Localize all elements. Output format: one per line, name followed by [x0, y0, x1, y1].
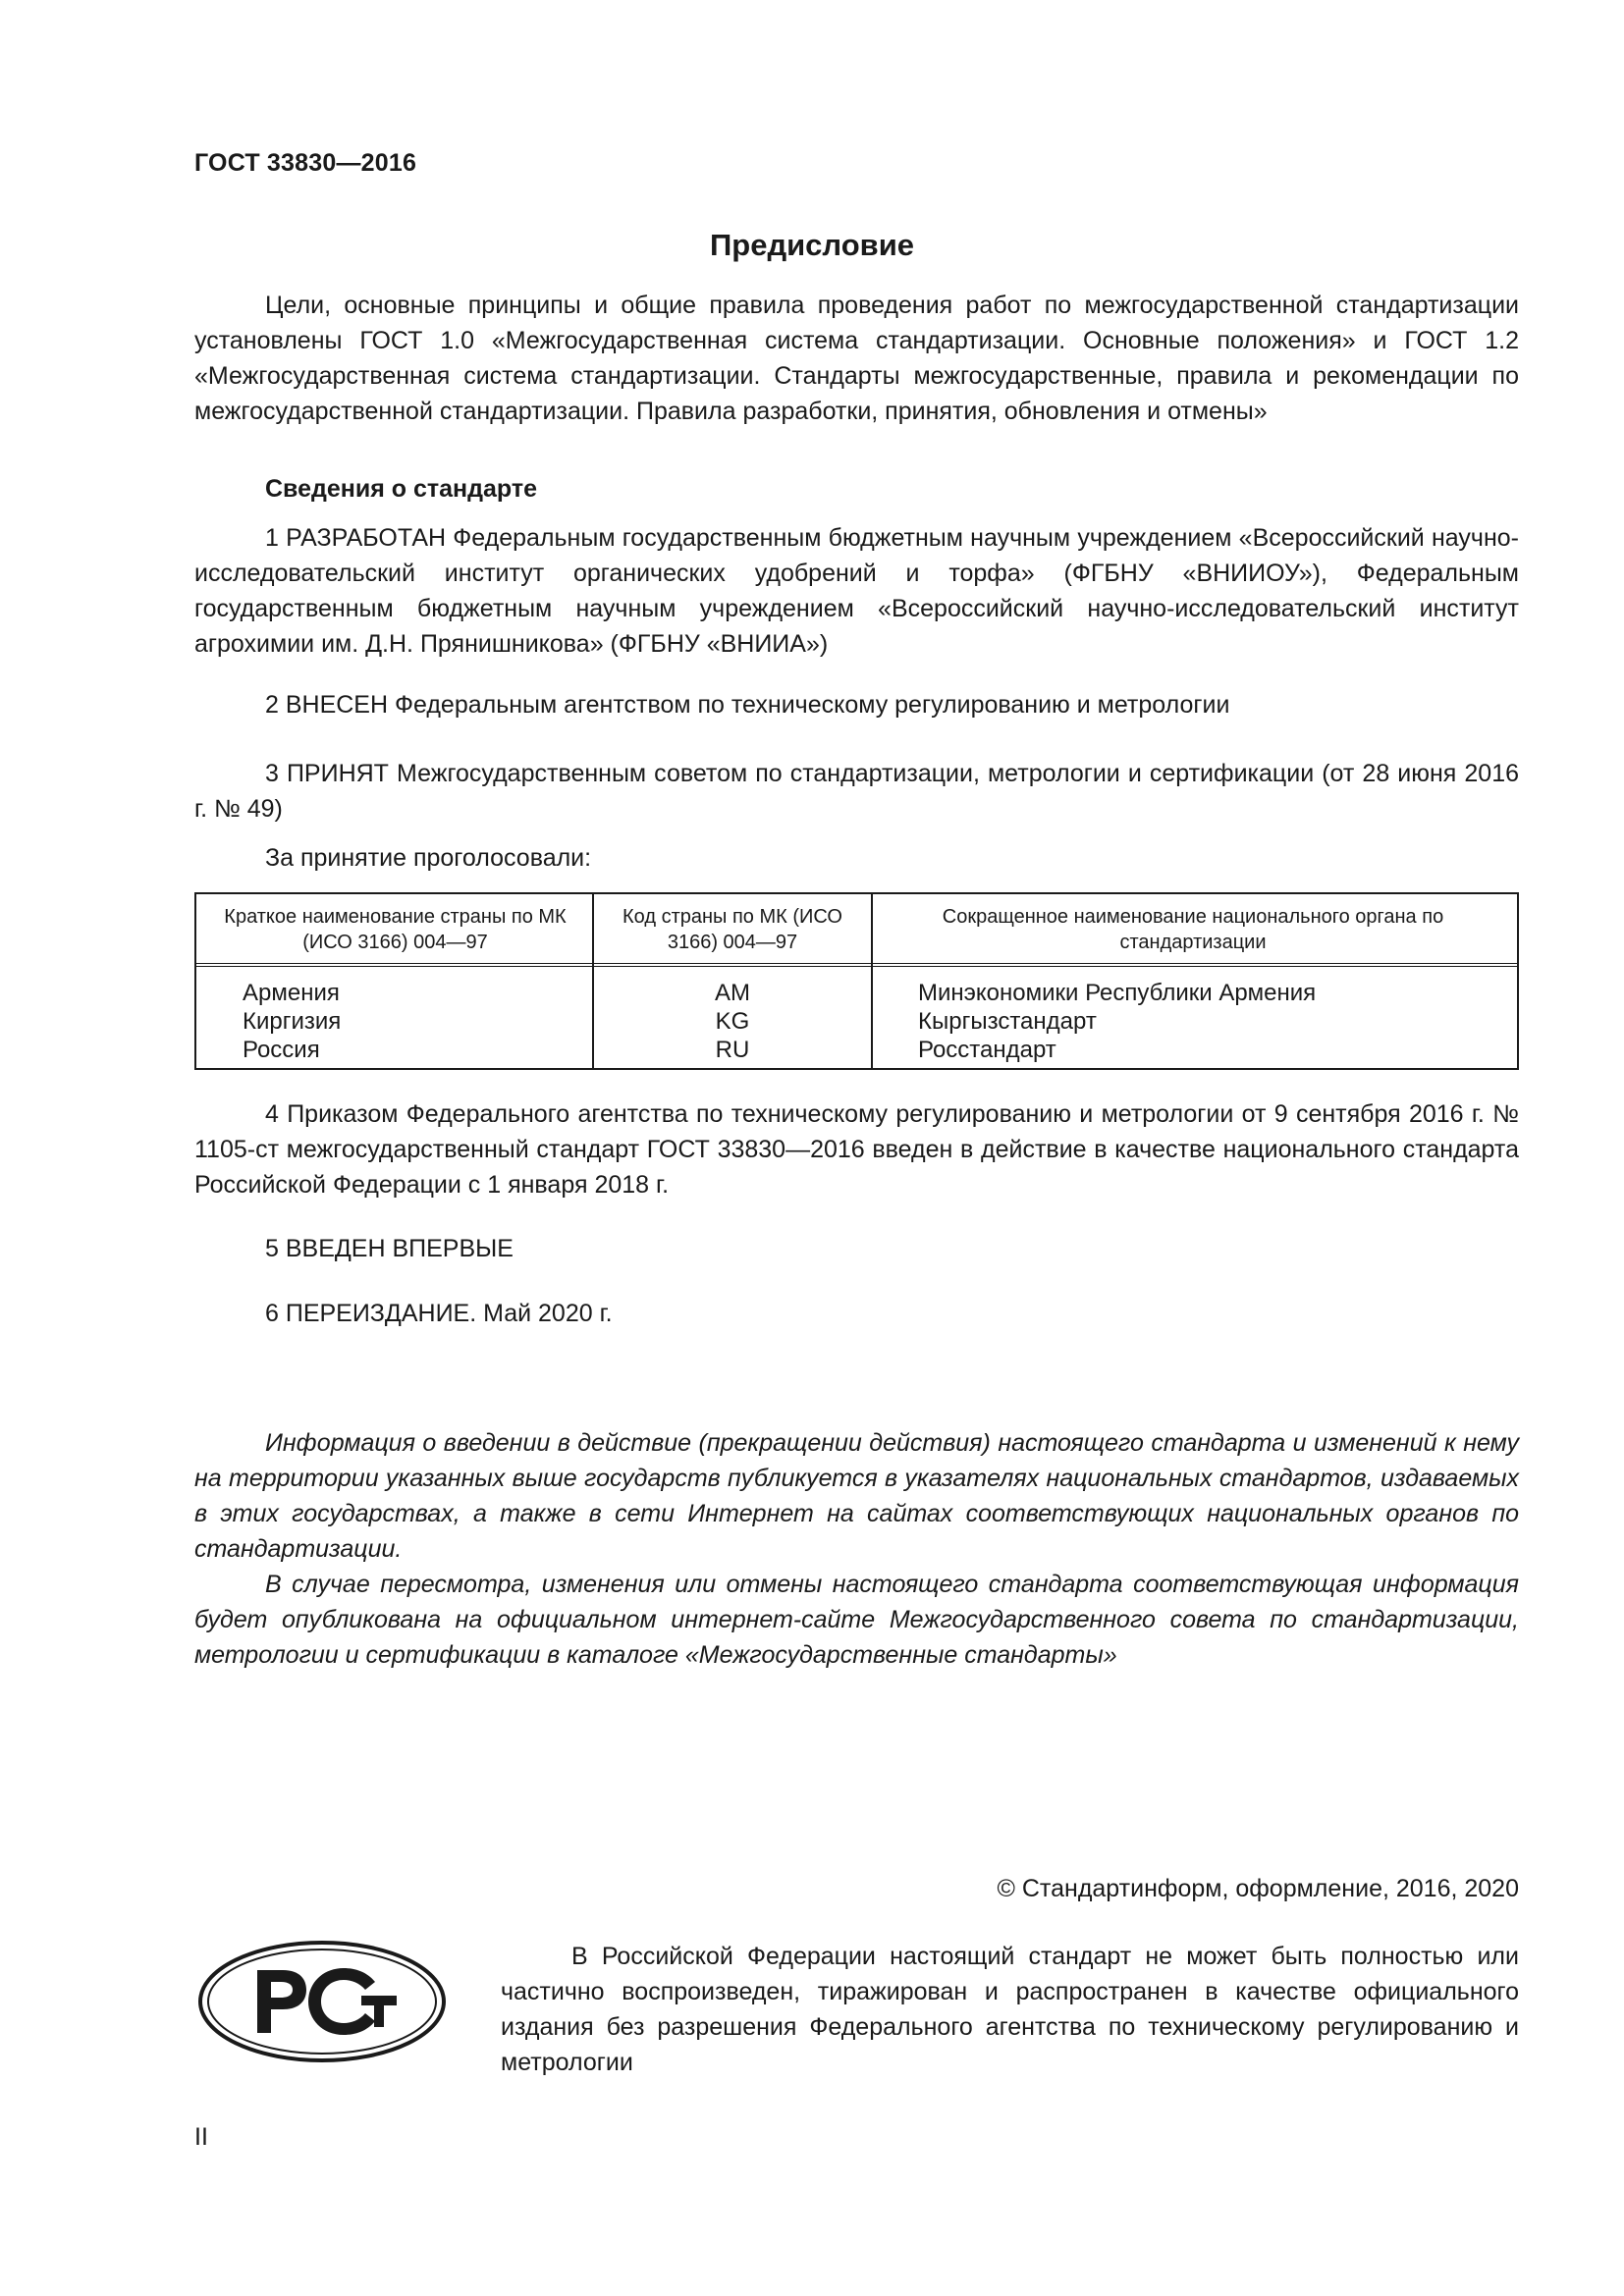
info-heading: Сведения о стандарте — [265, 475, 538, 503]
table-cell: KG — [715, 1008, 750, 1035]
table-cell: Киргизия — [243, 1008, 342, 1035]
notice-paragraph-2: В случае пересмотра, изменения или отмены настоящего стандарта соответствующая информация будет опубликована на официальном интернет-сайте Межгосударственного совета по стандартизации, метрологии и сертификации в каталоге «Межгосударственные стандарты» — [194, 1571, 1519, 1669]
column-divider — [871, 894, 873, 1068]
table-header-organ: Сокращенное наименование национального органа по стандартизации — [942, 906, 1444, 953]
rights-notice: В Российской Федерации настоящий стандарт не может быть полностью или частично воспроизведен, тиражирован и распространен в качестве официального издания без разрешения Федерального агентства по техническому регулированию и метрологии — [501, 1943, 1519, 2076]
vote-table — [194, 892, 1519, 1070]
table-header-country: Краткое наименование страны по МК (ИСО 3166) 004—97 — [224, 906, 567, 953]
table-cell: Росстандарт — [918, 1037, 1056, 1063]
table-cell: Россия — [243, 1037, 320, 1063]
table-cell: Армения — [243, 980, 340, 1006]
table-column-country — [243, 979, 341, 1064]
page-number: II — [194, 2123, 208, 2151]
item-1-paragraph: 1 РАЗРАБОТАН Федеральным государственным бюджетным научным учреждением «Всероссийский научно-исследовательский институт органических удобрений и торфа» (ФГБНУ «ВНИИОУ»), Федеральным государственным бюджетным научным учреждением «Всероссийский научно-исследовательский институт агрохимии им. Д.Н. Прянишникова» (ФГБНУ «ВНИИА») — [194, 524, 1519, 658]
item-2-paragraph: 2 ВНЕСЕН Федеральным агентством по техническому регулированию и метрологии — [265, 691, 1230, 719]
item-3-paragraph: 3 ПРИНЯТ Межгосударственным советом по стандартизации, метрологии и сертификации (от 28 июня 2016 г. № 49) — [194, 760, 1519, 823]
table-cell: AM — [715, 980, 750, 1006]
table-column-organ — [918, 979, 1316, 1064]
document-code: ГОСТ 33830—2016 — [194, 149, 417, 177]
notice-paragraph-1: Информация о введении в действие (прекращении действия) настоящего стандарта и изменений к нему на территории указанных выше государств публикуется в указателях национальных стандартов, издаваемых в этих государствах, а также в сети Интернет на сайтах соответствующих национальных органов по стандартизации. — [194, 1429, 1519, 1563]
table-cell: RU — [715, 1037, 750, 1063]
table-cell: Минэкономики Республики Армения — [918, 980, 1317, 1006]
item-4-paragraph: 4 Приказом Федерального агентства по техническому регулированию и метрологии от 9 сентября 2016 г. № 1105-ст межгосударственный стандарт ГОСТ 33830—2016 введен в действие в качестве национального стандарта Российской Федерации с 1 января 2018 г. — [194, 1100, 1519, 1199]
table-cell: Кыргызстандарт — [918, 1008, 1097, 1035]
rst-logo-icon — [196, 1939, 448, 2064]
column-divider — [592, 894, 594, 1068]
page-title: Предисловие — [709, 228, 914, 262]
intro-paragraph: Цели, основные принципы и общие правила проведения работ по межгосударственной стандартизации установлены ГОСТ 1.0 «Межгосударственная система стандартизации. Основные положения» и ГОСТ 1.2 «Межгосударственная система стандартизации. Стандарты межгосударственные, правила и рекомендации по межгосударственной стандартизации. Правила разработки, принятия, обновления и отмены» — [194, 292, 1519, 425]
table-header-code: Код страны по МК (ИСО 3166) 004—97 — [623, 906, 842, 953]
copyright-line: © Стандартинформ, оформление, 2016, 2020 — [997, 1875, 1519, 1902]
table-column-code — [601, 979, 864, 1064]
item-5-paragraph: 5 ВВЕДЕН ВПЕРВЫЕ — [265, 1235, 514, 1262]
vote-intro: За принятие проголосовали: — [265, 844, 592, 872]
item-6-paragraph: 6 ПЕРЕИЗДАНИЕ. Май 2020 г. — [265, 1300, 613, 1327]
